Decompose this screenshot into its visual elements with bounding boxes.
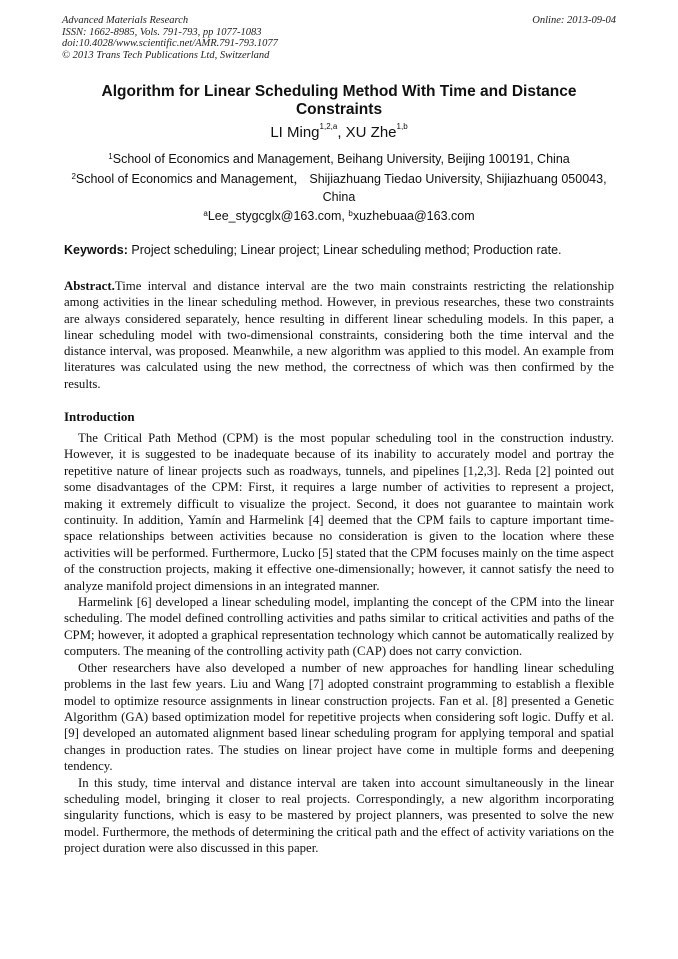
keywords-label: Keywords:	[64, 243, 128, 257]
emails	[64, 207, 614, 225]
email[interactable]: xuzhebuaa@163.com	[352, 209, 475, 223]
abstract-label: Abstract.	[64, 279, 115, 293]
paragraph: The Critical Path Method (CPM) is the most popular scheduling tool in the construction industry. However, it is suggested to be inadequate because of its inability to accurately model and portray the repetitive nature of linear projects such as roadways, tunnels, and pipelines [1,2,3]. Reda [2] pointed out some disadvantages of the CPM: First, it requires a large number of activities to represent a project, making it extremely difficult to visualize the project. Second, it does not guarantee to maintain work continuity. In addition, Yamín and Harmelink [4] deemed that the CPM fails to capture important time-space relationships between activities because no consideration is given to the location where these activities will be performed. Furthermore, Lucko [5] stated that the CPM focuses mainly on the time aspect of the construction projects, making it effective one-dimensionally; however, it cannot satisfy the need to analyze manifold project dimensions in an integrated manner.	[64, 431, 614, 593]
paragraph: Harmelink [6] developed a linear scheduling model, implanting the concept of the CPM into the linear scheduling. The model defined controlling activities and paths similar to critical activities and paths of the CPM; however, it adopted a graphical representation technology which cannot be automatically realized by computers. The meaning of the controlling activity path (CAP) does not carry conviction.	[64, 595, 614, 659]
paper-title: Algorithm for Linear Scheduling Method With Time and Distance Constraints	[101, 83, 577, 118]
introduction-body	[64, 430, 614, 857]
doi: doi:10.4028/www.scientific.net/AMR.791-793.1077	[62, 38, 278, 49]
aff-sup: 2	[71, 172, 76, 181]
abstract-text: Time interval and distance interval are the two main constraints restricting the relationship among activities in the linear scheduling method. However, in previous researches, these two constraints are always considered separately, hence resulting in different linear scheduling models. In this paper, a linear scheduling model with two-dimensional constraints, considering both the time interval and the distance interval, was proposed. Meanwhile, a new algorithm was applied to this model. An example from literatures was calculated using the new method, the correctness of which was then confirmed by the results.	[64, 279, 614, 391]
email[interactable]: Lee_stygcglx@163.com,	[207, 209, 349, 223]
author-name: LI Ming	[270, 124, 320, 141]
keywords-text: Project scheduling; Linear project; Linear scheduling method; Production rate.	[127, 243, 562, 257]
email-sup: a	[203, 209, 208, 218]
aff-sup: 1	[108, 152, 113, 161]
journal-name: Advanced Materials Research	[62, 15, 189, 26]
authors: LI Ming$^{1,2,a}$, XU Zhe$^{1,b}$	[270, 122, 408, 141]
aff-text: School of Economics and Management, Beihang University, Beijing 100191, China	[112, 152, 570, 166]
copyright: © 2013 Trans Tech Publications Ltd, Switzerland	[62, 49, 270, 61]
email-sup: b	[348, 209, 353, 218]
author-name: XU Zhe	[345, 124, 397, 141]
abstract	[64, 278, 614, 392]
affiliation-2	[60, 170, 618, 206]
paragraph: In this study, time interval and distance interval are taken into account simultaneously in the linear scheduling model, bringing it closer to real projects. Correspondingly, a new algorithm incorporating singularity functions, which is easy to be mastered by project planners, was presented to solve the new model. Furthermore, the methods of determining the critical path and the effect of activity variations on the project duration were also discussed in this paper.	[64, 775, 614, 856]
affiliation-1	[64, 150, 614, 168]
section-heading: Introduction	[64, 409, 135, 424]
online-date: Online: 2013-09-04	[532, 15, 616, 26]
paragraph: Other researchers have also developed a number of new approaches for handling linear scheduling problems in the last few years. Liu and Wang [7] adopted constraint programming to establish a flexible model to optimize resource assignments in linear construction projects. Fan et al. [8] presented a Genetic Algorithm (GA) based optimization model for repetitive projects when considering soft logic. Duffy et al.[9] developed an automated alignment based linear scheduling program for applying temporal and spatial changes in production rates. The studies on linear project have come in multiple forms and deepening tendency.	[64, 660, 614, 774]
author-sup: 1,2,a	[319, 122, 338, 131]
journal-header	[62, 15, 278, 61]
keywords	[64, 243, 562, 257]
issn: ISSN: 1662-8985, Vols. 791-793, pp 1077-1083	[62, 26, 262, 38]
author-sup: 1,b	[396, 122, 408, 131]
aff-text: School of Economics and Management， Shijiazhuang Tiedao University, Shijiazhuang 050043, China	[75, 172, 607, 204]
